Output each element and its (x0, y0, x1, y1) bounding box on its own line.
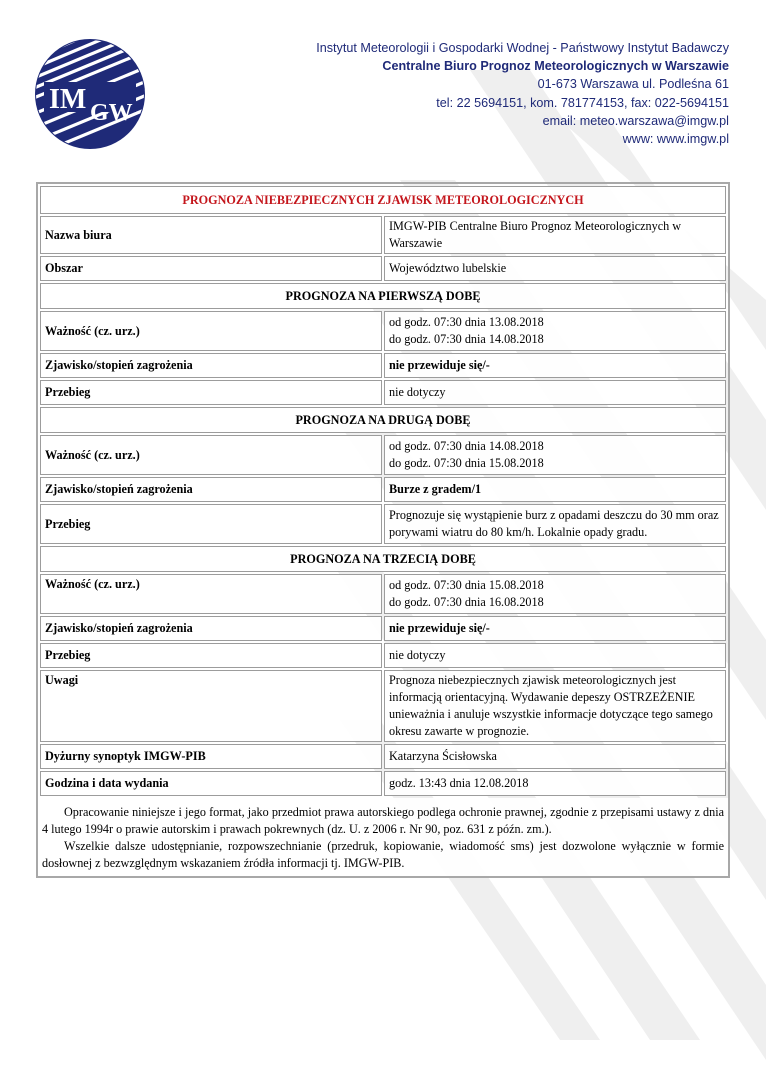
day1-phenomenon-label: Zjawisko/stopień zagrożenia (40, 353, 382, 378)
day1-course-label: Przebieg (40, 380, 382, 405)
issued-label: Godzina i data wydania (40, 771, 382, 796)
day3-course-value: nie dotyczy (384, 643, 726, 668)
day2-heading: PROGNOZA NA DRUGĄ DOBĘ (40, 407, 726, 433)
day3-course-label: Przebieg (40, 643, 382, 668)
imgw-logo (34, 38, 146, 150)
synoptic-label: Dyżurny synoptyk IMGW-PIB (40, 744, 382, 769)
day1-heading: PROGNOZA NA PIERWSZĄ DOBĘ (40, 283, 726, 309)
remarks-label: Uwagi (40, 670, 382, 742)
day3-validity-from: od godz. 07:30 dnia 15.08.2018 (389, 578, 544, 592)
document-title: PROGNOZA NIEBEZPIECZNYCH ZJAWISK METEOROLOGICZNYCH (40, 186, 726, 214)
copyright-paragraph-2: Wszelkie dalsze udostępnianie, rozpowszechnianie (przedruk, kopiowanie, wiadomość sms) jest dozwolone wyłącznie w formie dosłownej z bezwzględnym wskazaniem źródła informacji tj. IMGW-PIB. (42, 839, 724, 870)
issued-value: godz. 13:43 dnia 12.08.2018 (384, 771, 726, 796)
area-label: Obszar (40, 256, 382, 281)
day2-validity-value (384, 435, 726, 475)
day2-validity-to: do godz. 07:30 dnia 15.08.2018 (389, 456, 544, 470)
day2-phenomenon-label: Zjawisko/stopień zagrożenia (40, 477, 382, 502)
day1-validity-to: do godz. 07:30 dnia 14.08.2018 (389, 332, 544, 346)
email[interactable]: email: meteo.warszawa@imgw.pl (542, 113, 729, 128)
day2-validity-label: Ważność (cz. urz.) (40, 435, 382, 475)
bureau-label: Nazwa biura (40, 216, 382, 254)
copyright-note (38, 798, 728, 876)
day3-validity-value (384, 574, 726, 614)
copyright-paragraph-1: Opracowanie niniejsze i jego format, jako przedmiot prawa autorskiego podlega ochronie prawnej, zgodnie z przepisami ustawy z dnia 4 lutego 1994r o prawie autorskim i prawach pokrewnych (dz. U. z 2006 r. Nr 90, poz. 631 z późn. zm.). (42, 805, 724, 836)
day1-validity-value (384, 311, 726, 351)
forecast-table (38, 184, 728, 798)
remarks-value: Prognoza niebezpiecznych zjawisk meteorologicznych jest informacją orientacyjną. Wydawanie depeszy OSTRZEŻENIE unieważnia i anuluje wszystkie informacje dotyczące tego samego okresu zawarte w prognozie. (384, 670, 726, 742)
day3-validity-to: do godz. 07:30 dnia 16.08.2018 (389, 595, 544, 609)
day3-phenomenon-label: Zjawisko/stopień zagrożenia (40, 616, 382, 641)
institute-name: Instytut Meteorologii i Gospodarki Wodnej - Państwowy Instytut Badawczy (316, 41, 729, 55)
day3-heading: PROGNOZA NA TRZECIĄ DOBĘ (40, 546, 726, 572)
website[interactable]: www: www.imgw.pl (622, 132, 729, 147)
day2-course-value: Prognozuje się wystąpienie burz z opadami deszczu do 30 mm oraz porywami wiatru do 80 km/h. Lokalnie opady gradu. (384, 504, 726, 544)
day1-course-value: nie dotyczy (384, 380, 726, 405)
day2-course-label: Przebieg (40, 504, 382, 544)
bureau-name: Centralne Biuro Prognoz Meteorologicznych w Warszawie (382, 59, 729, 74)
day1-validity-label: Ważność (cz. urz.) (40, 311, 382, 351)
day3-phenomenon-value: nie przewiduje się/- (384, 616, 726, 641)
area-value: Województwo lubelskie (384, 256, 726, 281)
day2-phenomenon-value: Burze z gradem/1 (384, 477, 726, 502)
day2-validity-from: od godz. 07:30 dnia 14.08.2018 (389, 439, 544, 453)
address: 01-673 Warszawa ul. Podleśna 61 (537, 77, 729, 92)
logo-text-bottom: GW (90, 100, 133, 126)
institute-header (316, 39, 729, 148)
day1-phenomenon-value: nie przewiduje się/- (384, 353, 726, 378)
logo-text-top: IM (49, 84, 87, 115)
bureau-value: IMGW-PIB Centralne Biuro Prognoz Meteorologicznych w Warszawie (384, 216, 726, 254)
synoptic-value: Katarzyna Ścisłowska (384, 744, 726, 769)
forecast-document (36, 182, 730, 878)
day3-validity-label: Ważność (cz. urz.) (40, 574, 382, 614)
day1-validity-from: od godz. 07:30 dnia 13.08.2018 (389, 315, 544, 329)
phone: tel: 22 5694151, kom. 781774153, fax: 022-5694151 (436, 95, 729, 110)
